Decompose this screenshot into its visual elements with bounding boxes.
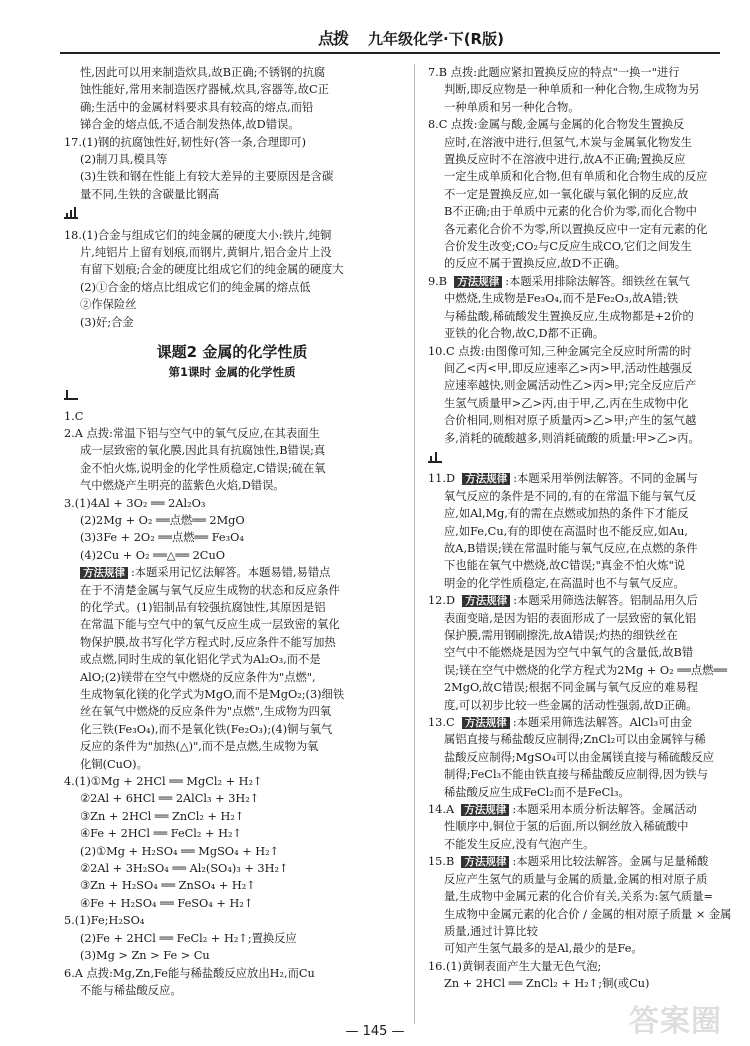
answer-3: 3.(1)4Al + 3O₂ ══ 2Al₂O₃ xyxy=(64,496,206,510)
text-line: 量不同,生铁的含碳量比钢高 xyxy=(80,187,220,201)
text-line: 在常温下能与空气中的氧气反应生成一层致密的氧化 xyxy=(80,618,340,632)
text-line: 明金的化学性质稳定,在高温时也不与氧气反应。 xyxy=(444,576,685,590)
page-number: — 145 — xyxy=(345,1024,405,1039)
text-line: 应,如Al,Mg,有的需在点燃或加热的条件下才能反 xyxy=(444,507,689,521)
right-column xyxy=(428,64,732,993)
difficulty-level-3-icon xyxy=(64,205,78,219)
text-line: 与稀盐酸,稀硫酸发生置换反应,生成物都是+2价的 xyxy=(444,309,694,323)
equation: ④Fe + H₂SO₄ ══ FeSO₄ + H₂↑ xyxy=(80,896,254,910)
text-line: :本题采用比较法解答。金属与足量稀酸 xyxy=(512,855,709,869)
text-line: 性顺序中,铜位于氢的后面,所以铜丝放入稀硫酸中 xyxy=(444,820,689,834)
text-line: 一种单质和另一种化合物。 xyxy=(444,100,580,114)
answer-2: 2.A 点拨:常温下铝与空气中的氧气反应,在其表面生 xyxy=(64,426,320,440)
text-line: (2)Fe + 2HCl ══ FeCl₂ + H₂↑;置换反应 xyxy=(80,931,297,945)
equation: (4)2Cu + O₂ ══△══ 2CuO xyxy=(80,548,225,562)
text-line: 合价发生改变;CO₂与C反应生成CO,它们之间发生 xyxy=(444,240,692,254)
equation: ③Zn + H₂SO₄ ══ ZnSO₄ + H₂↑ xyxy=(80,879,256,893)
text-line: 应时,在溶液中进行,但氢气,木炭与金属氧化物发生 xyxy=(444,135,693,149)
header-title: 九年级化学·下(R版) xyxy=(368,30,504,48)
text-line: 中燃烧,生成物是Fe₃O₄,而不是Fe₂O₃,故A错;铁 xyxy=(444,292,679,306)
method-tag: 方法规律 xyxy=(461,804,509,816)
text-line: 表面变暗,是因为铝的表面形成了一层致密的氧化铝 xyxy=(444,611,697,625)
watermark: 答案圈 xyxy=(629,1004,722,1039)
text-line: 的反应不属于置换反应,故D不正确。 xyxy=(444,257,627,271)
text-line: ②作保险丝 xyxy=(80,298,137,312)
equation: ③Zn + 2HCl ══ ZnCl₂ + H₂↑ xyxy=(80,809,245,823)
text-line: 在于不清楚金属与氧气反应生成物的状态和反应条件 xyxy=(80,583,340,597)
answer-1: 1.C xyxy=(64,409,84,423)
method-tag: 方法规律 xyxy=(80,567,128,579)
text-line: 或点燃,同时生成的氧化铝化学式为Al₂O₃,而不是 xyxy=(80,653,321,667)
text-line: 气中燃烧产生明亮的蓝紫色火焰,D错误。 xyxy=(80,479,285,493)
answer-10: 10.C 点拨:由图像可知,三种金属完全反应时所需的时 xyxy=(428,344,692,358)
text-line: 2MgO,故C错误;根据不同金属与氧气反应的难易程 xyxy=(444,681,698,695)
text-line: 片,纯铝片上留有划痕,而钢片,黄铜片,铝合金片上没 xyxy=(80,246,332,260)
text-line: 反应产生氢气的质量与金属的质量,金属的相对原子质 xyxy=(444,872,708,886)
text-line: :本题采用筛选法解答。铝制品用久后 xyxy=(513,594,698,608)
text-line: 生氢气质量甲>乙>丙,由于甲,乙,丙在生成物中化 xyxy=(444,396,689,410)
text-line: :本题采用筛选法解答。AlCl₃可由金 xyxy=(512,716,693,730)
left-column xyxy=(64,64,400,999)
text-line: 不能发生反应,没有气泡产生。 xyxy=(444,837,595,851)
formula-line: 生成物中金属元素的化合价 / 金属的相对原子质量 × 金属质量,通过计算比较 xyxy=(444,907,732,938)
text-line: 间乙<丙<甲,即反应速率乙>丙>甲,活动性越强反 xyxy=(444,361,693,375)
answer-7: 7.B 点拨:此题应紧扣置换反应的特点"一换一"进行 xyxy=(428,66,680,79)
difficulty-level-2-icon xyxy=(428,449,442,463)
header-rule xyxy=(60,52,720,54)
answer-18: 18.(1)合金与组成它们的纯金属的硬度大小:铁片,纯铜 xyxy=(64,228,332,242)
section-title: 课题2 金属的化学性质 xyxy=(156,343,308,362)
text-line: (3)Mg > Zn > Fe > Cu xyxy=(80,949,210,963)
text-line: 有留下划痕;合金的硬度比组成它们的纯金属的硬度大 xyxy=(80,263,344,277)
answer-12: 12.D xyxy=(428,594,456,608)
text-line: 不能与稀盐酸反应。 xyxy=(80,983,182,997)
text-line: 误;镁在空气中燃烧的化学方程式为2Mg + O₂ ══点燃══ xyxy=(444,663,728,677)
text-line: B不正确;由于单质中元素的化合价为零,而化合物中 xyxy=(444,205,697,219)
text-line: 置换反应时不在溶液中进行,故A不正确;置换反应 xyxy=(444,153,686,167)
text-line: 成一层致密的氧化膜,因此具有抗腐蚀性,B错误;真 xyxy=(80,444,326,458)
equation: (2)2Mg + O₂ ══点燃══ 2MgO xyxy=(80,513,245,527)
answer-14: 14.A xyxy=(428,803,455,817)
text-line: 盐酸反应制得;MgSO₄可以由金属镁直接与稀硫酸反应 xyxy=(444,750,715,764)
text-line: 多,消耗的硫酸越多,则消耗硫酸的质量:甲>乙>丙。 xyxy=(444,431,700,445)
text-line: (3)生铁和钢在性能上有较大差异的主要原因是含碳 xyxy=(80,170,334,184)
answer-16: 16.(1)黄铜表面产生大量无色气泡; xyxy=(428,959,602,973)
text-line: 判断,即反应物是一种单质和一种化合物,生成物为另 xyxy=(444,83,700,97)
text-line: :本题采用排除法解答。细铁丝在氧气 xyxy=(505,274,690,288)
text-line: 量,生成物中金属元素的化合价有关,关系为:氢气质量= xyxy=(444,890,713,904)
equation: Zn + 2HCl ══ ZnCl₂ + H₂↑;铜(或Cu) xyxy=(444,977,650,991)
text-line: 金不怕火炼,说明金的化学性质稳定,C错误;硫在氧 xyxy=(80,461,326,475)
text-line: 化铜(CuO)。 xyxy=(80,757,148,771)
answer-5: 5.(1)Fe;H₂SO₄ xyxy=(64,914,145,928)
text-line: 的化学式。(1)铝制品有较强抗腐蚀性,其原因是铝 xyxy=(80,600,326,614)
header-logo: 点拨 xyxy=(318,29,349,48)
text-line: 应速率越快,则金属活动性乙>丙>甲;完全反应后产 xyxy=(444,379,697,393)
text-line: 生成物氧化镁的化学式为MgO,而不是MgO₂;(3)细铁 xyxy=(80,688,345,701)
text-line: 下也能在氧气中燃烧,故C错误;"真金不怕火炼"说 xyxy=(444,559,686,573)
text-line: 丝在氧气中燃烧的反应条件为"点燃",生成物为四氧 xyxy=(80,705,332,719)
answer-11: 11.D xyxy=(428,472,456,486)
answer-6: 6.A 点拨:Mg,Zn,Fe能与稀盐酸反应放出H₂,而Cu xyxy=(64,966,315,980)
equation: ②2Al + 6HCl ══ 2AlCl₃ + 3H₂↑ xyxy=(80,792,260,806)
text-line: 蚀性能好,常用来制造医疗器械,炊具,容器等,故C正 xyxy=(80,83,329,97)
equation: (2)①Mg + H₂SO₄ ══ MgSO₄ + H₂↑ xyxy=(80,844,280,858)
text-line: 各元素化合价不为零,所以置换反应中一定有元素的化 xyxy=(444,222,708,236)
answer-4: 4.(1)①Mg + 2HCl ══ MgCl₂ + H₂↑ xyxy=(64,775,263,789)
text-line: 稀盐酸反应生成FeCl₂而不是FeCl₃。 xyxy=(444,785,630,799)
subsection-title: 第1课时 金属的化学性质 xyxy=(168,365,296,380)
text-line: 空气中不能燃烧是因为空气中氧气的含量低,故B错 xyxy=(444,646,694,660)
equation: (3)3Fe + 2O₂ ══点燃══ Fe₃O₄ xyxy=(80,531,244,545)
text-line: 故A,B错误;镁在常温时能与氧气反应,在点燃的条件 xyxy=(444,541,698,555)
text-line: (3)好;合金 xyxy=(80,315,134,329)
answer-8: 8.C 点拨:金属与酸,金属与金属的化合物发生置换反 xyxy=(428,118,685,132)
equation: ④Fe + 2HCl ══ FeCl₂ + H₂↑ xyxy=(80,827,242,841)
text-line: :本题采用记忆法解答。本题易错,易错点 xyxy=(131,566,331,580)
text-line: (2)制刀具,模具等 xyxy=(80,153,168,167)
text-line: (2)①合金的熔点比组成它们的纯金属的熔点低 xyxy=(80,280,311,294)
text-line: :本题采用本质分析法解答。金属活动 xyxy=(512,803,697,817)
text-line: 保护膜,需用钢刷擦洗,故A错误;灼热的细铁丝在 xyxy=(444,629,678,642)
text-line: 确;生活中的金属材料要求具有较高的熔点,而铅 xyxy=(80,100,314,114)
text-line: 锑合金的熔点低,不适合制发热体,故D错误。 xyxy=(80,118,300,132)
method-tag: 方法规律 xyxy=(462,717,510,729)
text-line: AlO;(2)镁带在空气中燃烧的反应条件为"点燃", xyxy=(80,670,316,684)
answer-17: 17.(1)钢的抗腐蚀性好,韧性好(答一条,合理即可) xyxy=(64,135,307,149)
text-line: 一定生成单质和化合物,但有单质和化合物生成的反应 xyxy=(444,170,708,184)
text-line: :本题采用举例法解答。不同的金属与 xyxy=(513,472,698,486)
text-line: 度,可以初步比较一些金属的活动性强弱,故D正确。 xyxy=(444,698,698,712)
method-tag: 方法规律 xyxy=(462,473,510,485)
text-line: 不一定是置换反应,如一氧化碳与氧化铜的反应,故 xyxy=(444,187,689,201)
method-tag: 方法规律 xyxy=(462,595,510,607)
text-line: 可知产生氢气最多的是Al,最少的是Fe。 xyxy=(444,942,643,956)
text-line: 亚铁的化合物,故C,D都不正确。 xyxy=(444,327,605,341)
text-line: 制得;FeCl₃不能由铁直接与稀盐酸反应制得,因为铁与 xyxy=(444,768,709,782)
text-line: 化三铁(Fe₃O₄),而不是氧化铁(Fe₂O₃);(4)铜与氧气 xyxy=(80,722,333,736)
answer-15: 15.B xyxy=(428,855,455,869)
equation: ②2Al + 3H₂SO₄ ══ Al₂(SO₄)₃ + 3H₂↑ xyxy=(80,862,289,876)
text-line: 属铝直接与稀盐酸反应制得;ZnCl₂可以由金属锌与稀 xyxy=(444,733,706,747)
text-line: 氧气反应的条件是不同的,有的在常温下能与氧气反 xyxy=(444,489,697,503)
answer-9: 9.B xyxy=(428,274,448,288)
page-header xyxy=(0,0,750,62)
text-line: 合价相同,则相对原子质量丙>乙>甲;产生的氢气越 xyxy=(444,414,697,428)
column-divider xyxy=(414,64,415,1024)
text-line: 物保护膜,故书写化学方程式时,反应条件不能写加热 xyxy=(80,635,336,649)
text-line: 性,因此可以用来制造炊具,故B正确;不锈钢的抗腐 xyxy=(80,66,326,79)
method-tag: 方法规律 xyxy=(461,856,509,868)
method-tag: 方法规律 xyxy=(454,276,502,288)
difficulty-level-1-icon xyxy=(64,386,78,400)
text-line: 应,如Fe,Cu,有的即使在高温时也不能反应,如Au, xyxy=(444,524,688,538)
answer-13: 13.C xyxy=(428,716,455,730)
text-line: 反应的条件为"加热(△)",而不是点燃,生成物为氧 xyxy=(80,740,319,754)
